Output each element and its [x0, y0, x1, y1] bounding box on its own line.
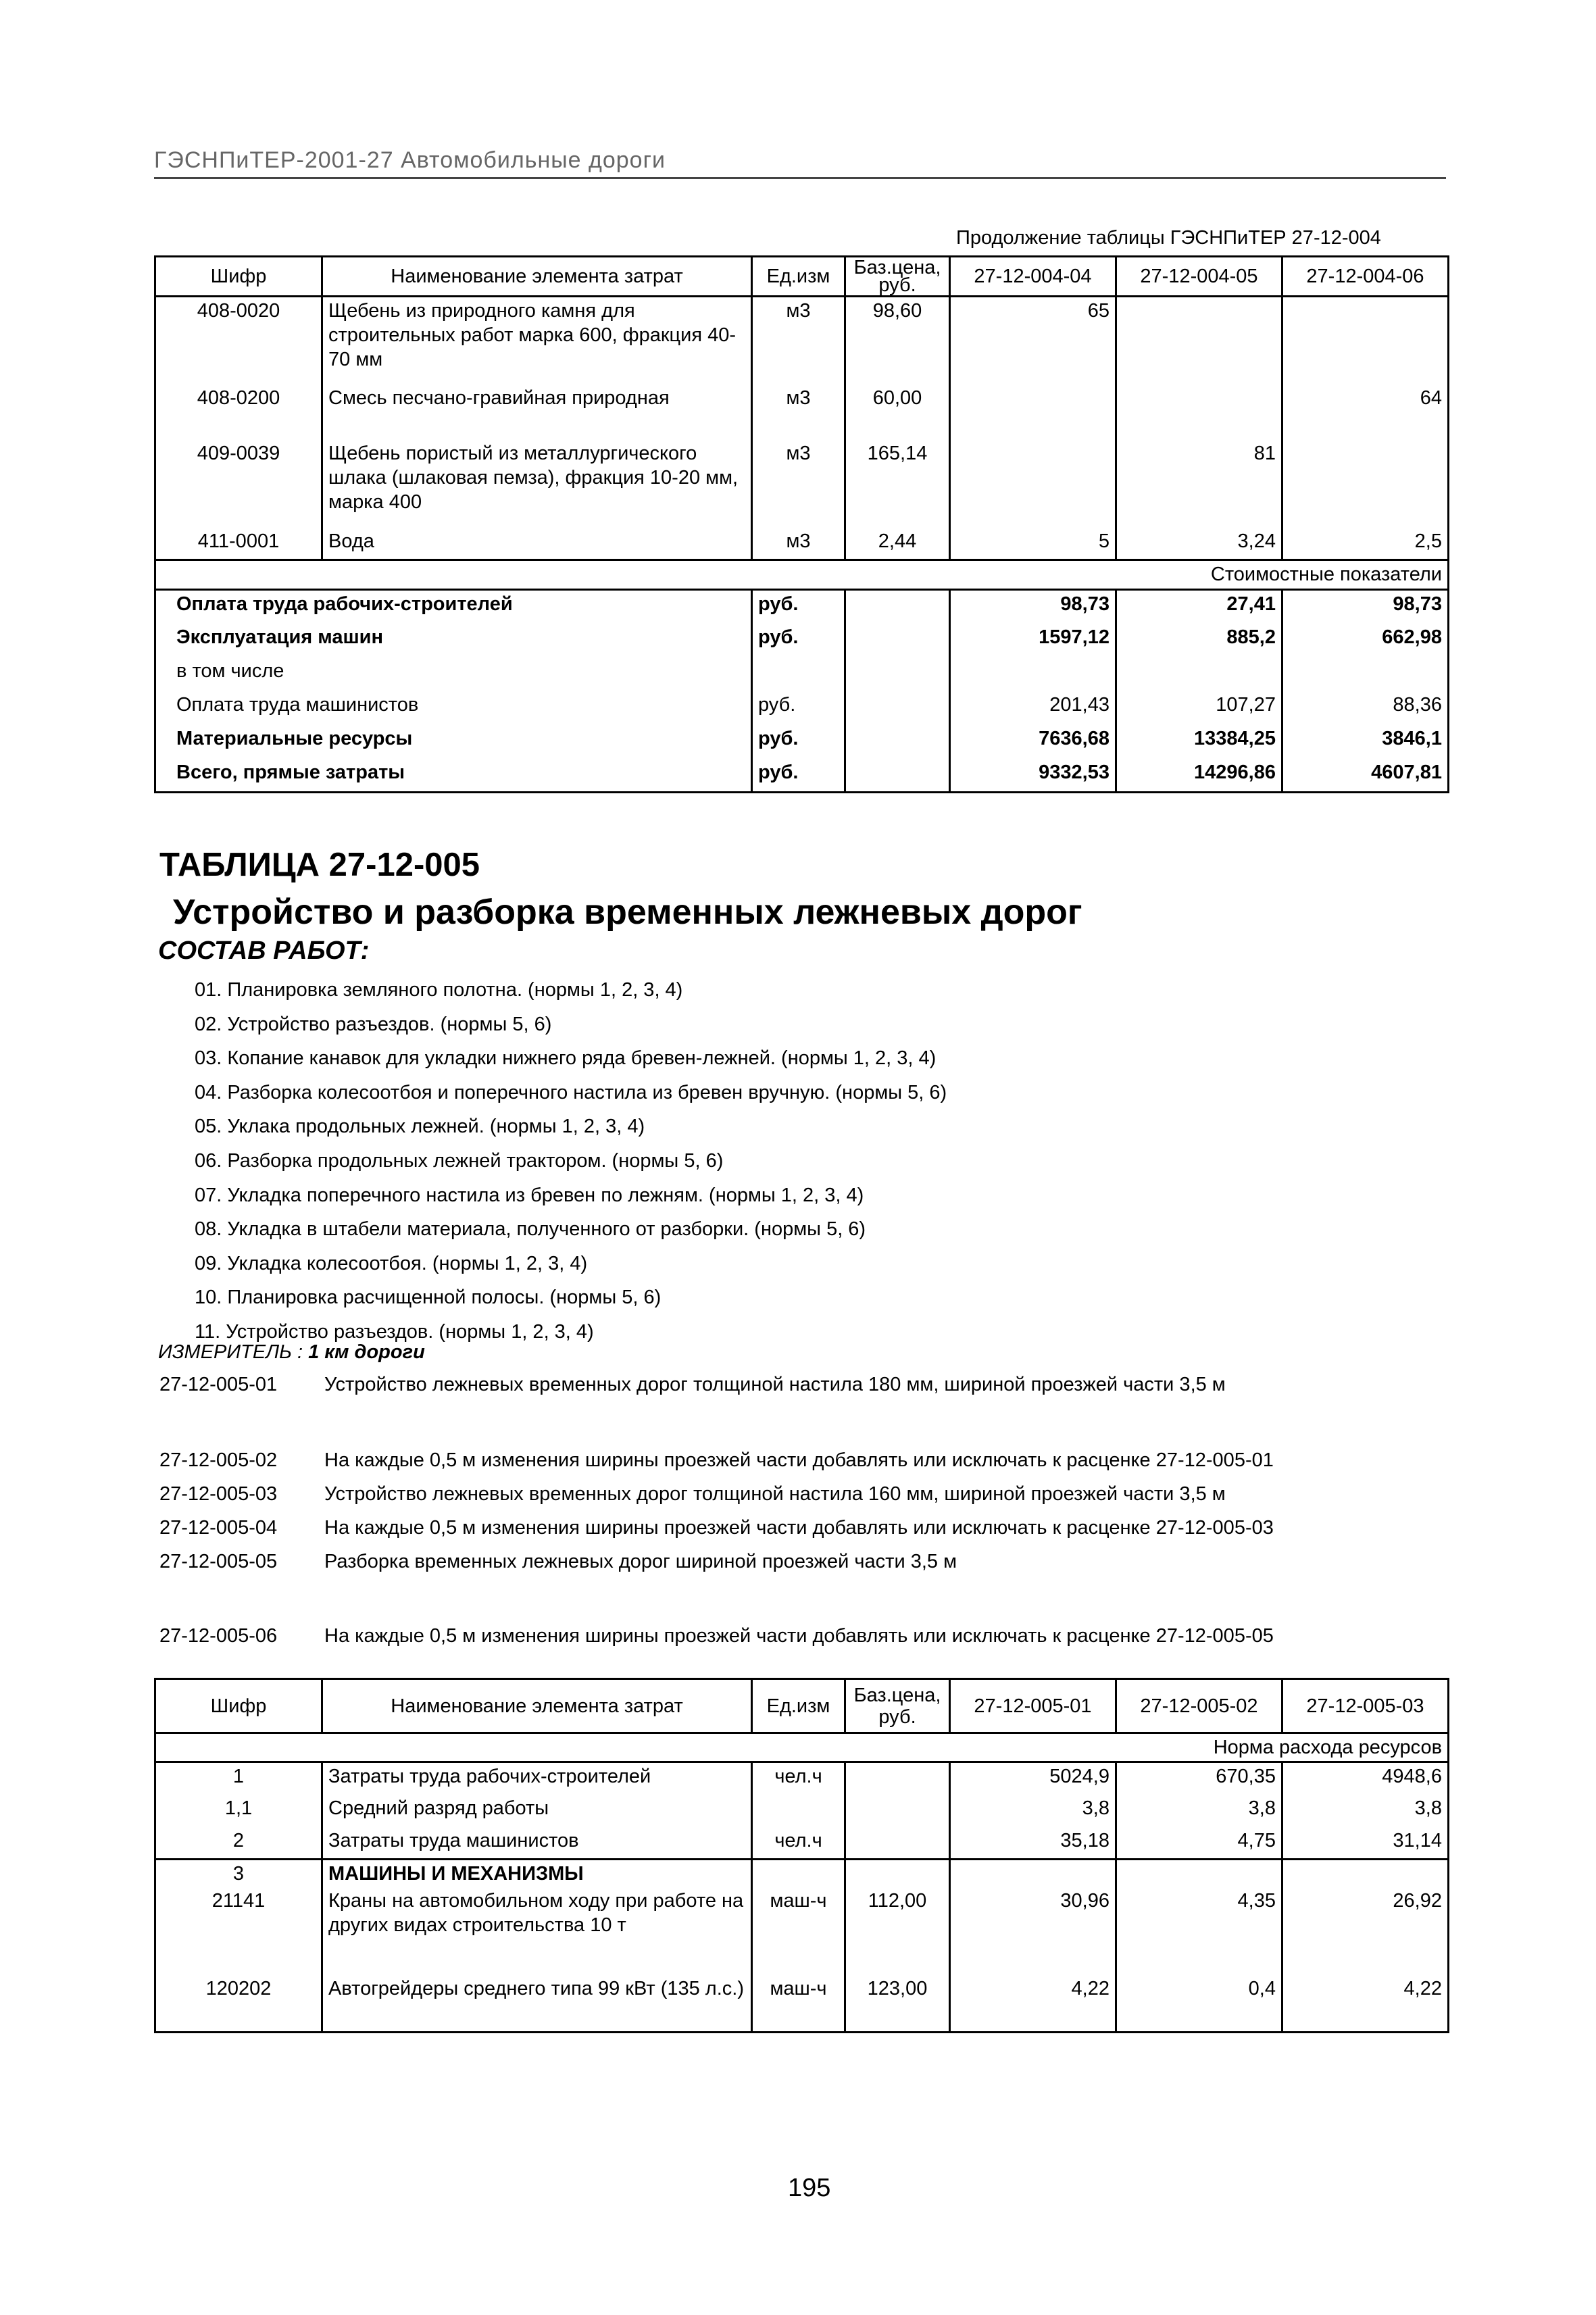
unit-cell: м3 [752, 528, 845, 560]
code-cell: 411-0001 [155, 528, 322, 560]
list-item: 09. Укладка колесоотбоя. (нормы 1, 2, 3, 4) [195, 1252, 588, 1274]
name-cell: Автогрейдеры среднего типа 99 кВт (135 л.с.) [322, 1975, 752, 2032]
value-cell: 26,92 [1282, 1887, 1449, 1975]
value-cell: 30,96 [950, 1887, 1116, 1975]
running-header: ГЭСНПиТЕР-2001-27 Автомобильные дороги [154, 147, 666, 173]
value-cell: 0,4 [1116, 1975, 1282, 2032]
value-cell: 662,98 [1282, 624, 1449, 657]
unit-cell: руб. [752, 624, 845, 657]
value-cell: 4,22 [950, 1975, 1116, 2032]
name-cell: Щебень из природного камня для строительных работ марка 600, фракция 40-70 мм [322, 297, 752, 384]
value-cell [1282, 297, 1449, 384]
table-row [155, 528, 1449, 560]
header-cell: 27-12-005-02 [1116, 1679, 1282, 1733]
unit-cell: руб. [752, 725, 845, 759]
list-item: 10. Планировка расчищенной полосы. (нормы 5, 6) [195, 1287, 662, 1309]
value-cell [1116, 384, 1282, 440]
list-item: 01. Планировка земляного полотна. (нормы 1, 2, 3, 4) [195, 979, 683, 1001]
page-number: 195 [788, 2174, 831, 2202]
code-cell: 1 [155, 1762, 322, 1795]
table-row [155, 297, 1449, 384]
price-cell: 2,44 [845, 528, 950, 560]
cost-name-cell: Материальные ресурсы [155, 725, 752, 759]
table-subtitle: Устройство и разборка временных лежневых дорог [173, 893, 1082, 932]
code-cell: 1,1 [155, 1795, 322, 1827]
section-row [155, 560, 1449, 590]
meter-label: ИЗМЕРИТЕЛЬ : [158, 1341, 303, 1363]
table-row [155, 1975, 1449, 2032]
price-cell: 60,00 [845, 384, 950, 440]
norm-line [159, 1483, 1226, 1505]
value-cell: 9332,53 [950, 759, 1116, 793]
value-cell [950, 384, 1116, 440]
unit-cell: чел.ч [752, 1827, 845, 1860]
norm-code: 27-12-005-01 [159, 1374, 278, 1395]
unit-cell: м3 [752, 440, 845, 528]
unit-cell [752, 1795, 845, 1827]
value-cell: 35,18 [950, 1827, 1116, 1860]
code-cell: 409-0039 [155, 440, 322, 528]
unit-cell [752, 1860, 845, 1888]
value-cell [1282, 657, 1449, 691]
price-cell [845, 691, 950, 725]
value-cell: 5 [950, 528, 1116, 560]
value-cell [950, 657, 1116, 691]
value-cell: 81 [1116, 440, 1282, 528]
name-cell: Затраты труда машинистов [322, 1827, 752, 1860]
norm-code: 27-12-005-06 [159, 1625, 278, 1647]
name-cell: Краны на автомобильном ходу при работе на других видах строительства 10 т [322, 1887, 752, 1975]
header-cell: Наименование элемента затрат [322, 1679, 752, 1733]
list-item: 06. Разборка продольных лежней трактором. (нормы 5, 6) [195, 1149, 724, 1172]
value-cell: 13384,25 [1116, 725, 1282, 759]
value-cell [1116, 1860, 1282, 1888]
value-cell: 88,36 [1282, 691, 1449, 725]
value-cell [1282, 1860, 1449, 1888]
norm-line [159, 1551, 957, 1573]
work-list [195, 973, 947, 1349]
norm-text: Устройство лежневых временных дорог толщиной настила 160 мм, шириной проезжей части 3,5 м [324, 1483, 1226, 1505]
norm-line [159, 1374, 1226, 1396]
resource-table-27-12-004 [154, 255, 1449, 793]
value-cell: 5024,9 [950, 1762, 1116, 1795]
value-cell: 4607,81 [1282, 759, 1449, 793]
value-cell: 98,73 [1282, 590, 1449, 624]
header-cell: Ед.изм [752, 1679, 845, 1733]
price-cell: 112,00 [845, 1887, 950, 1975]
price-cell [845, 590, 950, 624]
value-cell: 14296,86 [1116, 759, 1282, 793]
meter-line [158, 1341, 425, 1364]
table-header-row [155, 1679, 1449, 1733]
value-cell: 3,8 [1282, 1795, 1449, 1827]
norm-code: 27-12-005-04 [159, 1517, 278, 1539]
value-cell: 4,22 [1282, 1975, 1449, 2032]
list-item: 02. Устройство разъездов. (нормы 5, 6) [195, 1013, 552, 1035]
unit-cell: маш-ч [752, 1887, 845, 1975]
table-header-row [155, 257, 1449, 297]
norm-text: На каждые 0,5 м изменения ширины проезжей части добавлять или исключать к расценке 27-12-005-05 [324, 1625, 1274, 1647]
header-rule [154, 177, 1446, 179]
table-row [155, 1860, 1449, 1888]
unit-cell: руб. [752, 691, 845, 725]
value-cell: 201,43 [950, 691, 1116, 725]
code-cell: 21141 [155, 1887, 322, 1975]
price-cell: 123,00 [845, 1975, 950, 2032]
value-cell [950, 440, 1116, 528]
header-cell: 27-12-005-01 [950, 1679, 1116, 1733]
table-row [155, 440, 1449, 528]
value-cell: 885,2 [1116, 624, 1282, 657]
unit-cell: руб. [752, 590, 845, 624]
price-cell [845, 759, 950, 793]
table-row [155, 384, 1449, 440]
table-title: ТАБЛИЦА 27-12-005 [159, 847, 480, 883]
table-row [155, 1887, 1449, 1975]
list-item: 08. Укладка в штабели материала, полученного от разборки. (нормы 5, 6) [195, 1218, 866, 1241]
header-cell: 27-12-004-06 [1282, 257, 1449, 297]
norm-code: 27-12-005-03 [159, 1483, 278, 1505]
unit-cell: чел.ч [752, 1762, 845, 1795]
unit-cell: м3 [752, 384, 845, 440]
value-cell: 98,73 [950, 590, 1116, 624]
header-cell: Баз.цена, руб. [845, 257, 950, 297]
code-cell: 3 [155, 1860, 322, 1888]
name-cell: Вода [322, 528, 752, 560]
value-cell: 3,8 [1116, 1795, 1282, 1827]
code-cell: 408-0200 [155, 384, 322, 440]
value-cell: 4,75 [1116, 1827, 1282, 1860]
value-cell [1116, 657, 1282, 691]
list-item: 03. Копание канавок для укладки нижнего ряда бревен-лежней. (нормы 1, 2, 3, 4) [195, 1047, 937, 1070]
section-row [155, 1733, 1449, 1762]
value-cell: 1597,12 [950, 624, 1116, 657]
price-cell [845, 624, 950, 657]
code-cell: 408-0020 [155, 297, 322, 384]
value-cell: 7636,68 [950, 725, 1116, 759]
value-cell: 4948,6 [1282, 1762, 1449, 1795]
header-cell: 27-12-005-03 [1282, 1679, 1449, 1733]
list-item: 04. Разборка колесоотбоя и поперечного настила из бревен вручную. (нормы 5, 6) [195, 1081, 947, 1103]
price-cell [845, 1795, 950, 1827]
cost-name-cell: в том числе [155, 657, 752, 691]
norm-code: 27-12-005-05 [159, 1551, 278, 1572]
name-cell: МАШИНЫ И МЕХАНИЗМЫ [322, 1860, 752, 1888]
value-cell: 64 [1282, 384, 1449, 440]
price-cell [845, 1762, 950, 1795]
value-cell: 2,5 [1282, 528, 1449, 560]
header-cell: Наименование элемента затрат [322, 257, 752, 297]
price-cell: 98,60 [845, 297, 950, 384]
section-label: Норма расхода ресурсов [155, 1733, 1449, 1762]
unit-cell: м3 [752, 297, 845, 384]
list-item: 07. Укладка поперечного настила из бревен по лежням. (нормы 1, 2, 3, 4) [195, 1184, 864, 1206]
price-cell [845, 657, 950, 691]
section-label: Стоимостные показатели [155, 560, 1449, 590]
cost-row [155, 691, 1449, 725]
name-cell: Щебень пористый из металлургического шлака (шлаковая пемза), фракция 10-20 мм, марка 400 [322, 440, 752, 528]
unit-cell: руб. [752, 759, 845, 793]
cost-name-cell: Всего, прямые затраты [155, 759, 752, 793]
norm-line [159, 1517, 1274, 1539]
code-cell: 120202 [155, 1975, 322, 2032]
work-heading: СОСТАВ РАБОТ: [158, 937, 370, 965]
unit-cell: маш-ч [752, 1975, 845, 2032]
norm-code: 27-12-005-02 [159, 1449, 278, 1471]
price-cell [845, 1860, 950, 1888]
value-cell: 3,24 [1116, 528, 1282, 560]
header-cell: Шифр [155, 257, 322, 297]
cost-name-cell: Оплата труда рабочих-строителей [155, 590, 752, 624]
price-cell [845, 725, 950, 759]
cost-name-cell: Оплата труда машинистов [155, 691, 752, 725]
table-row [155, 1762, 1449, 1795]
norm-line [159, 1449, 1274, 1472]
name-cell: Затраты труда рабочих-строителей [322, 1762, 752, 1795]
table-row [155, 1795, 1449, 1827]
norm-text: Устройство лежневых временных дорог толщиной настила 180 мм, шириной проезжей части 3,5 м [324, 1374, 1226, 1395]
value-cell: 3,8 [950, 1795, 1116, 1827]
name-cell: Смесь песчано-гравийная природная [322, 384, 752, 440]
value-cell: 27,41 [1116, 590, 1282, 624]
value-cell: 107,27 [1116, 691, 1282, 725]
price-cell [845, 1827, 950, 1860]
name-cell: Средний разряд работы [322, 1795, 752, 1827]
resource-table-27-12-005 [154, 1678, 1449, 2033]
cost-row [155, 657, 1449, 691]
norm-text: На каждые 0,5 м изменения ширины проезжей части добавлять или исключать к расценке 27-12-005-03 [324, 1517, 1274, 1539]
value-cell: 670,35 [1116, 1762, 1282, 1795]
value-cell: 31,14 [1282, 1827, 1449, 1860]
code-cell: 2 [155, 1827, 322, 1860]
header-cell: 27-12-004-04 [950, 257, 1116, 297]
value-cell [1116, 297, 1282, 384]
cost-row [155, 590, 1449, 624]
value-cell: 65 [950, 297, 1116, 384]
cost-row [155, 759, 1449, 793]
cost-name-cell: Эксплуатация машин [155, 624, 752, 657]
list-item: 05. Уклака продольных лежней. (нормы 1, 2, 3, 4) [195, 1116, 645, 1138]
list-item: 11. Устройство разъездов. (нормы 1, 2, 3, 4) [195, 1320, 594, 1343]
table-row [155, 1827, 1449, 1860]
norm-text: Разборка временных лежневых дорог шириной проезжей части 3,5 м [324, 1551, 957, 1572]
value-cell: 4,35 [1116, 1887, 1282, 1975]
header-cell: 27-12-004-05 [1116, 257, 1282, 297]
value-cell [950, 1860, 1116, 1888]
meter-unit: 1 км дороги [308, 1341, 425, 1363]
header-cell: Баз.цена, руб. [845, 1679, 950, 1733]
header-cell: Шифр [155, 1679, 322, 1733]
continuation-note: Продолжение таблицы ГЭСНПиТЕР 27-12-004 [956, 227, 1381, 249]
norm-line [159, 1625, 1274, 1647]
value-cell [1282, 440, 1449, 528]
price-cell: 165,14 [845, 440, 950, 528]
cost-row [155, 725, 1449, 759]
header-cell: Ед.изм [752, 257, 845, 297]
value-cell: 3846,1 [1282, 725, 1449, 759]
unit-cell [752, 657, 845, 691]
cost-row [155, 624, 1449, 657]
norm-text: На каждые 0,5 м изменения ширины проезжей части добавлять или исключать к расценке 27-12-005-01 [324, 1449, 1274, 1471]
